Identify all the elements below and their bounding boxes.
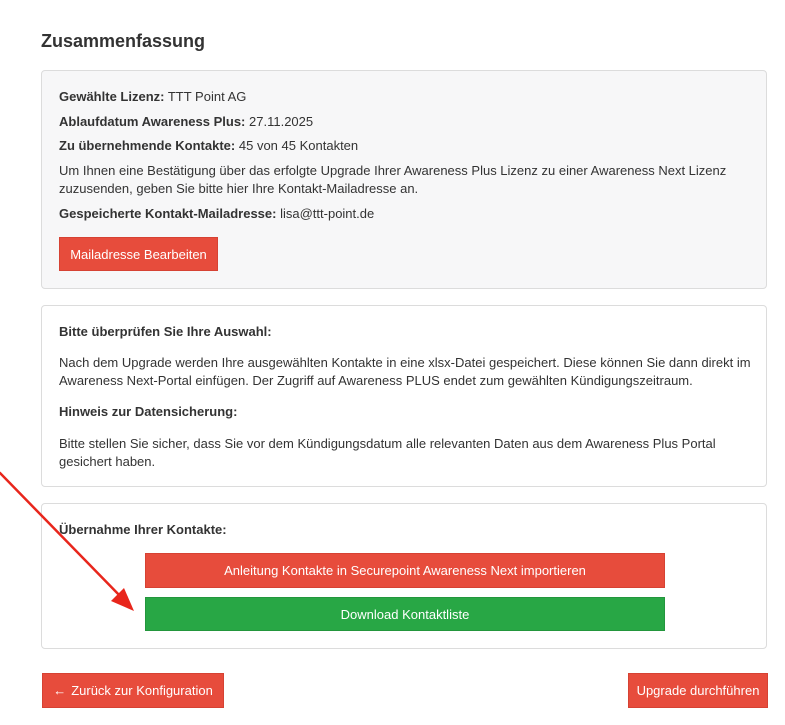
perform-upgrade-button[interactable]: Upgrade durchführen xyxy=(628,673,768,708)
confirmation-info-line-2: zuzusenden, geben Sie bitte hier Ihre Kontakt-Mailadresse an. xyxy=(59,181,419,196)
edit-email-button[interactable]: Mailadresse Bearbeiten xyxy=(59,237,218,271)
import-guide-button[interactable]: Anleitung Kontakte in Securepoint Awareness Next importieren xyxy=(145,553,665,588)
email-value: lisa@ttt-point.de xyxy=(280,206,375,221)
annotation-arrow-shaft xyxy=(0,473,124,600)
review-heading-text: Bitte überprüfen Sie Ihre Auswahl: xyxy=(59,324,272,339)
contacts-count-value: 45 von 45 Kontakten xyxy=(238,138,359,153)
expiry-value: 27.11.2025 xyxy=(249,114,314,129)
email-label: Gespeicherte Kontakt-Mailadresse: xyxy=(59,206,277,221)
confirmation-info-line-1: Um Ihnen eine Bestätigung über das erfolgte Upgrade Ihrer Awareness Plus Lizenz zu einer Awareness Next Lizenz xyxy=(59,163,727,178)
download-contact-list-button[interactable]: Download Kontaktliste xyxy=(145,597,665,631)
back-button-label: Zurück zur Konfiguration xyxy=(71,683,213,698)
backup-text-line-1: Bitte stellen Sie sicher, dass Sie vor dem Kündigungsdatum alle relevanten Daten aus dem Awareness Plus Portal xyxy=(59,436,716,451)
expiry-label: Ablaufdatum Awareness Plus: xyxy=(59,114,246,129)
contacts-count-label: Zu übernehmende Kontakte: xyxy=(59,138,236,153)
license-value: TTT Point AG xyxy=(167,89,247,104)
backup-heading-text: Hinweis zur Datensicherung: xyxy=(59,404,238,419)
contacts-heading-text: Übernahme Ihrer Kontakte: xyxy=(59,522,227,537)
review-text-line-2: Awareness Next-Portal einfügen. Der Zugriff auf Awareness PLUS endet zum gewählten Kündigungszeitraum. xyxy=(59,373,693,388)
page-title: Zusammenfassung xyxy=(41,31,206,51)
arrow-left-icon: ← xyxy=(53,683,67,698)
backup-text-line-2: gesichert haben. xyxy=(59,454,156,469)
license-label: Gewählte Lizenz: xyxy=(59,89,165,104)
review-text-line-1: Nach dem Upgrade werden Ihre ausgewählten Kontakte in eine xlsx-Datei gespeichert. Diese können Sie dann direkt im xyxy=(59,355,751,370)
